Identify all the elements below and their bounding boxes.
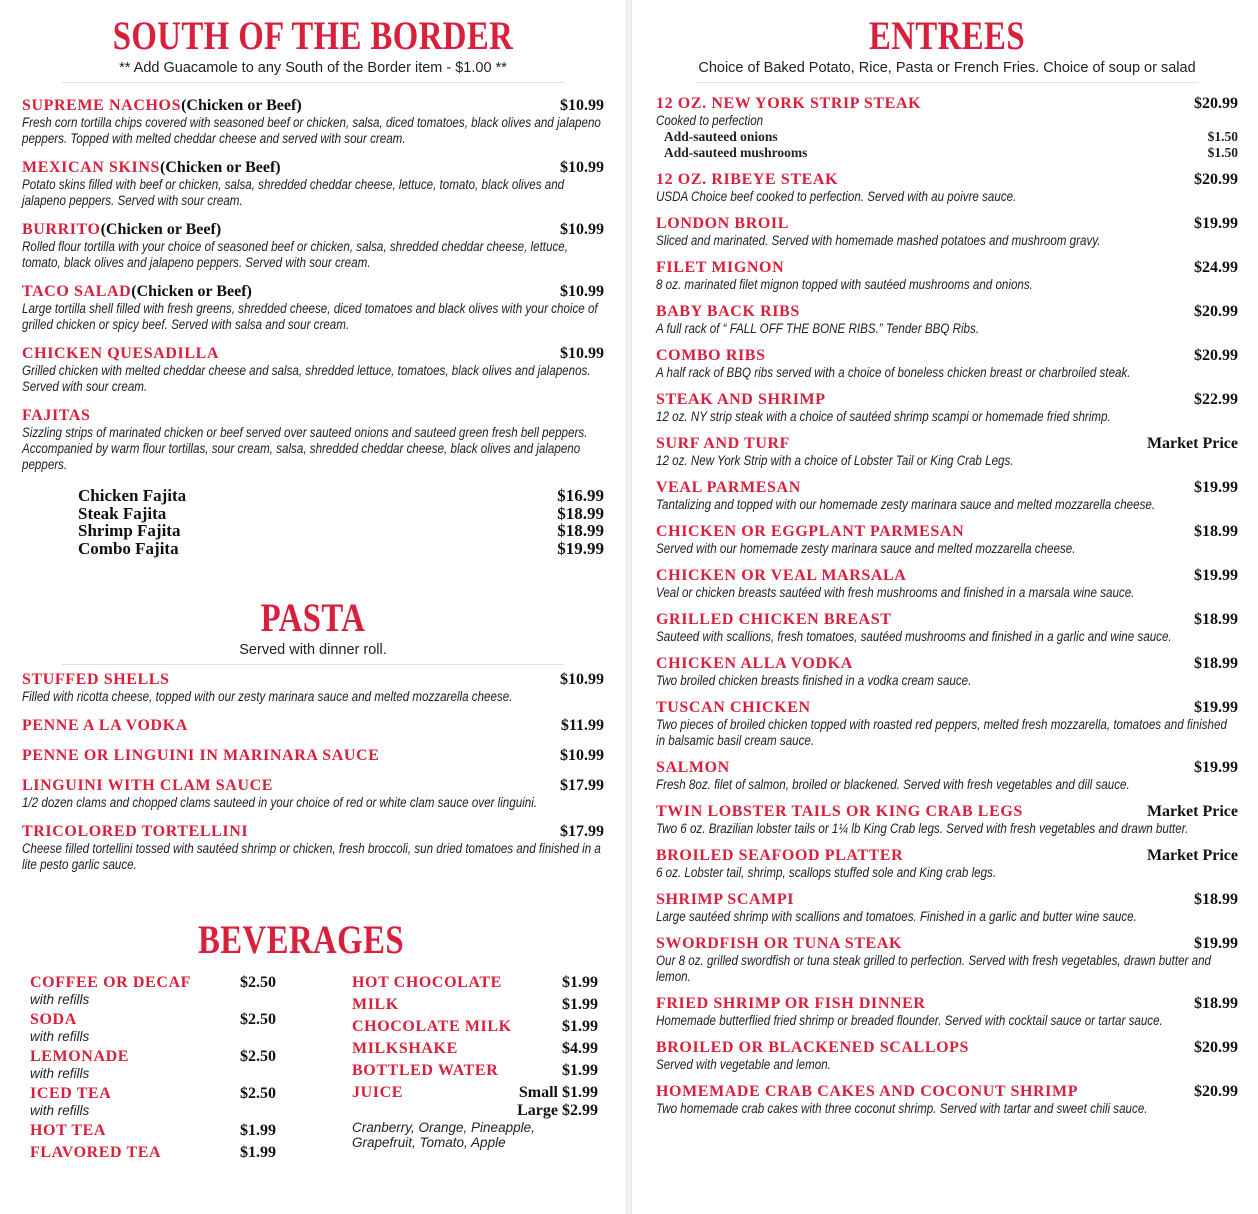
menu-item-qualifier: (Chicken or Beef): [160, 159, 281, 176]
menu-item-header: [656, 303, 1238, 321]
menu-item: [656, 215, 1238, 249]
menu-item-name: STEAK AND SHRIMP: [656, 391, 826, 408]
menu-item-header: [22, 407, 604, 425]
menu-item-title: [656, 759, 730, 777]
menu-item-name: TACO SALAD: [22, 283, 132, 300]
menu-item-addon: [656, 145, 1238, 161]
menu-item-header: [22, 159, 604, 177]
menu-item-description: Two broiled chicken breasts finished in a vodka cream sauce.: [656, 673, 972, 688]
menu-item-price: $18.99: [1194, 655, 1238, 672]
menu-item: [656, 611, 1238, 645]
entree-items: [656, 95, 1238, 1117]
menu-item-title: [656, 171, 838, 189]
menu-item-price: $18.99: [1194, 891, 1238, 908]
beverage-price: $1.99: [240, 1122, 276, 1139]
menu-item-name: BURRITO: [22, 221, 101, 238]
menu-item-name: MEXICAN SKINS: [22, 159, 161, 176]
menu-item-header: [656, 759, 1238, 777]
menu-item-price: $20.99: [1194, 171, 1238, 188]
menu-item-name: SUPREME NACHOS: [22, 97, 182, 114]
menu-item-price: $19.99: [1194, 215, 1238, 232]
menu-item: [22, 221, 604, 271]
menu-item-title: [656, 1039, 969, 1057]
menu-item-price: $19.99: [1194, 699, 1238, 716]
menu-item: [656, 391, 1238, 425]
beverage-price: $1.99: [562, 1062, 598, 1079]
menu-item-price: $10.99: [560, 221, 604, 238]
beverage-item: [352, 974, 598, 992]
menu-item: [656, 479, 1238, 513]
menu-item-name: STUFFED SHELLS: [22, 671, 170, 688]
menu-item-header: [22, 221, 604, 239]
menu-item-name: SHRIMP SCAMPI: [656, 891, 795, 908]
pasta-subtitle: Served with dinner roll.: [239, 642, 387, 658]
beverages-section: [22, 917, 604, 1214]
menu-item: [656, 1039, 1238, 1073]
pasta-section: [22, 595, 604, 885]
beverage-note: with refills: [30, 1103, 90, 1118]
beverage-name: MILK: [352, 996, 399, 1013]
menu-item-title: [22, 221, 221, 239]
fajita-option: [78, 540, 604, 558]
menu-item: [656, 347, 1238, 381]
addon-price: $1.50: [1207, 129, 1238, 144]
menu-item: [656, 435, 1238, 469]
beverage-name: FLAVORED TEA: [30, 1144, 162, 1161]
menu-item-title: [656, 347, 766, 365]
menu-item: [656, 523, 1238, 557]
beverage-name: JUICE: [352, 1084, 404, 1101]
menu-item-header: [656, 995, 1238, 1013]
menu-item-title: [656, 435, 790, 453]
beverage-price: $4.99: [562, 1040, 598, 1057]
beverage-item: [30, 1048, 276, 1066]
menu-item: [656, 1083, 1238, 1117]
menu-item-price: $18.99: [1194, 611, 1238, 628]
menu-item-name: SWORDFISH OR TUNA STEAK: [656, 935, 903, 952]
menu-item-title: [656, 699, 811, 717]
menu-item-description: USDA Choice beef cooked to perfection. Served with au poivre sauce.: [656, 189, 1017, 204]
menu-item: [22, 747, 604, 765]
fajita-option: [78, 487, 604, 505]
fajita-option: [78, 505, 604, 523]
menu-item-title: [656, 611, 891, 629]
menu-item-header: [656, 95, 1238, 113]
menu-item-description: Cheese filled tortellini tossed with sautéed shrimp or chicken, fresh broccoli, sun dried tomatoes and finished in a lite pesto garlic sauce.: [22, 841, 601, 872]
beverage-price-large: Large $2.99: [517, 1102, 598, 1119]
menu-item-name: FRIED SHRIMP OR FISH DINNER: [656, 995, 926, 1012]
menu-item-price: $20.99: [1194, 1039, 1238, 1056]
menu-item-header: [656, 259, 1238, 277]
addon-price: $1.50: [1207, 145, 1238, 160]
menu-item: [22, 777, 604, 811]
menu-item-name: CHICKEN OR VEAL MARSALA: [656, 567, 907, 584]
menu-item-description: 8 oz. marinated filet mignon topped with sautéed mushrooms and onions.: [656, 277, 1033, 292]
beverage-note: with refills: [30, 992, 90, 1007]
beverage-note: with refills: [30, 1066, 90, 1081]
menu-item-name: BROILED OR BLACKENED SCALLOPS: [656, 1039, 970, 1056]
south-of-the-border-title: SOUTH OF THE BORDER: [112, 13, 514, 58]
entrees-title: ENTREES: [868, 13, 1026, 58]
fajita-option-name: Steak Fajita: [78, 503, 167, 523]
menu-item-header: [22, 747, 604, 765]
menu-item-name: VEAL PARMESAN: [656, 479, 801, 496]
menu-item-description: Filled with ricotta cheese, topped with our zesty marinara sauce and melted mozzarella cheese.: [22, 689, 513, 704]
beverage-name: SODA: [30, 1011, 77, 1028]
menu-item-price: $17.99: [560, 777, 604, 794]
menu-item-description: Two homemade crab cakes with three coconut shrimp. Served with tartar and sweet chili sauce.: [656, 1101, 1148, 1116]
beverage-item: [30, 1144, 276, 1162]
menu-item-name: BABY BACK RIBS: [656, 303, 800, 320]
menu-item-price: $10.99: [560, 97, 604, 114]
menu-item-qualifier: (Chicken or Beef): [181, 97, 302, 114]
menu-item: [22, 717, 604, 735]
beverage-price: $2.50: [240, 1011, 276, 1028]
menu-item-description: Large tortilla shell filled with fresh greens, shredded cheese, diced tomatoes and black olives with your choice of grilled chicken or spicy beef. Served with salsa and sour cream.: [22, 301, 598, 332]
menu-item-title: [656, 523, 964, 541]
addon-name: Add-sauteed mushrooms: [664, 145, 808, 160]
beverage-price: $2.50: [240, 974, 276, 991]
menu-item-title: [656, 479, 801, 497]
menu-item-name: SURF AND TURF: [656, 435, 791, 452]
menu-item: [656, 95, 1238, 161]
menu-item-title: [22, 671, 170, 689]
menu-item-price: $20.99: [1194, 95, 1238, 112]
menu-item-name: SALMON: [656, 759, 730, 776]
menu-item-name: PENNE A LA VODKA: [22, 717, 188, 734]
beverage-name: MILKSHAKE: [352, 1040, 458, 1057]
menu-item-header: [656, 523, 1238, 541]
beverage-price: $2.50: [240, 1048, 276, 1065]
beverage-price: $1.99: [562, 996, 598, 1013]
menu-item-title: [656, 935, 902, 953]
menu-item-title: [22, 717, 188, 735]
menu-item-description: Sauteed with scallions, fresh tomatoes, sautéed mushrooms and finished in a garlic and wine sauce.: [656, 629, 1172, 644]
menu-item-title: [656, 847, 903, 865]
menu-item-description: Large sautéed shrimp with scallions and tomatoes. Finished in a garlic and butter wine sauce.: [656, 909, 1137, 924]
menu-item-header: [22, 97, 604, 115]
menu-item: [656, 759, 1238, 793]
menu-item-description: Served with our homemade zesty marinara sauce and melted mozzarella cheese.: [656, 541, 1076, 556]
fajita-option-price: $18.99: [557, 503, 604, 523]
menu-item-title: [22, 159, 281, 177]
menu-item: [656, 803, 1238, 837]
menu-item-header: [656, 655, 1238, 673]
menu-item-price: $20.99: [1194, 1083, 1238, 1100]
beverage-name: BOTTLED WATER: [352, 1062, 499, 1079]
menu-item-description: Homemade butterflied fried shrimp or breaded flounder. Served with cocktail sauce or tartar sauce.: [656, 1013, 1163, 1028]
menu-item-header: [22, 717, 604, 735]
menu-item-header: [656, 699, 1238, 717]
beverage-item: [30, 1122, 276, 1140]
menu-item-header: [656, 1039, 1238, 1057]
menu-item-price: $18.99: [1194, 995, 1238, 1012]
menu-item-title: [656, 259, 784, 277]
menu-item-description: A full rack of “ FALL OFF THE BONE RIBS.” Tender BBQ Ribs.: [656, 321, 980, 336]
menu-item-title: [656, 1083, 1078, 1101]
beverage-item: [30, 1011, 276, 1029]
menu-item-header: [656, 803, 1238, 821]
beverage-price: $1.99: [562, 1018, 598, 1035]
fajita-options: [78, 487, 604, 557]
menu-item: [656, 171, 1238, 205]
menu-item: [656, 259, 1238, 293]
beverage-item: [352, 1018, 598, 1036]
beverage-price: $1.99: [562, 974, 598, 991]
menu-item-name: 12 OZ. RIBEYE STEAK: [656, 171, 839, 188]
menu-item-description: Potato skins filled with beef or chicken, salsa, shredded cheddar cheese, lettuce, tomato, black olives and jalapeno peppers. Served with sour cream.: [22, 177, 565, 208]
menu-item-header: [22, 283, 604, 301]
menu-item-title: [656, 803, 1023, 821]
menu-item-name: CHICKEN QUESADILLA: [22, 345, 220, 362]
menu-item-title: [656, 215, 789, 233]
menu-item-title: [22, 407, 91, 425]
menu-item-header: [656, 567, 1238, 585]
menu-item: [656, 995, 1238, 1029]
fajita-option-name: Combo Fajita: [78, 538, 179, 558]
beverages-right-column: [352, 974, 598, 1150]
menu-item-description: Our 8 oz. grilled swordfish or tuna steak grilled to perfection. Served with fresh vegetables, drawn butter and lemon.: [656, 953, 1211, 984]
menu-item-title: [22, 283, 252, 301]
beverage-price: $1.99: [240, 1144, 276, 1161]
menu-item-price: $17.99: [560, 823, 604, 840]
menu-item-header: [656, 215, 1238, 233]
menu-item-name: CHICKEN ALLA VODKA: [656, 655, 853, 672]
menu-item-header: [656, 435, 1238, 453]
beverage-name: COFFEE OR DECAF: [30, 974, 191, 991]
menu-item-price: $19.99: [1194, 935, 1238, 952]
menu-item-description: 12 oz. NY strip steak with a choice of sautéed shrimp scampi or homemade fried shrimp.: [656, 409, 1111, 424]
menu-item-header: [656, 891, 1238, 909]
menu-item-description: A half rack of BBQ ribs served with a choice of boneless chicken breast or charbroiled steak.: [656, 365, 1131, 380]
menu-item: [656, 891, 1238, 925]
menu-item-description: Veal or chicken breasts sautéed with fresh mushrooms and finished in a marsala wine sauce.: [656, 585, 1135, 600]
menu-item-price: $10.99: [560, 671, 604, 688]
menu-item-header: [656, 935, 1238, 953]
menu-item-header: [22, 345, 604, 363]
menu-item-price: $24.99: [1194, 259, 1238, 276]
menu-item-header: [656, 611, 1238, 629]
menu-item-title: [656, 655, 853, 673]
menu-item: [22, 345, 604, 395]
fajita-option-price: $19.99: [557, 538, 604, 558]
beverage-item: [352, 1040, 598, 1058]
menu-item-header: [656, 171, 1238, 189]
menu-item-price: $10.99: [560, 283, 604, 300]
menu-item-qualifier: (Chicken or Beef): [100, 221, 222, 238]
menu-item-title: [22, 97, 302, 115]
menu-item-price: $18.99: [1194, 523, 1238, 540]
menu-item-name: TRICOLORED TORTELLINI: [22, 823, 249, 840]
south-of-the-border-subtitle: ** Add Guacamole to any South of the Border item - $1.00 **: [119, 60, 507, 76]
menu-item-price: Market Price: [1146, 847, 1238, 864]
menu-item: [22, 159, 604, 209]
south-of-the-border-section: [22, 13, 604, 558]
beverage-price: $2.50: [240, 1085, 276, 1102]
menu-item-price: $19.99: [1194, 479, 1238, 496]
menu-item: [22, 671, 604, 705]
pasta-title: PASTA: [260, 595, 366, 640]
fajita-option: [78, 522, 604, 540]
menu-item: [656, 699, 1238, 749]
menu-item-title: [22, 823, 248, 841]
beverage-item: [352, 996, 598, 1014]
menu-item-price: $20.99: [1194, 303, 1238, 320]
menu-item-price: $19.99: [1194, 759, 1238, 776]
menu-item-header: [656, 479, 1238, 497]
menu-item-title: [656, 303, 800, 321]
fajita-option-name: Chicken Fajita: [78, 486, 187, 505]
menu-item-description: Tantalizing and topped with our homemade zesty marinara sauce and melted mozzarella cheese.: [656, 497, 1156, 512]
menu-item-name: GRILLED CHICKEN BREAST: [656, 611, 892, 628]
fajita-option-price: $18.99: [557, 521, 604, 540]
menu-item-title: [656, 95, 921, 113]
menu-item-description: 1/2 dozen clams and chopped clams sauteed in your choice of red or white clam sauce over linguini.: [22, 795, 538, 810]
menu-item: [22, 407, 604, 473]
beverage-name: ICED TEA: [30, 1085, 112, 1102]
menu-item-name: 12 OZ. NEW YORK STRIP STEAK: [656, 95, 922, 112]
menu-item-header: [22, 671, 604, 689]
menu-item-title: [656, 995, 926, 1013]
beverages-left-column: [30, 974, 276, 1162]
menu-item-addon: [656, 129, 1238, 145]
menu-item-name: FAJITAS: [22, 407, 91, 424]
beverage-name: HOT CHOCOLATE: [352, 974, 502, 991]
menu-item-name: HOMEMADE CRAB CAKES AND COCONUT SHRIMP: [656, 1083, 1079, 1100]
menu-item-title: [656, 891, 794, 909]
juice-flavors: Cranberry, Orange, Pineapple, Grapefruit, Tomato, Apple: [352, 1120, 535, 1150]
entrees-section: [656, 13, 1238, 1127]
menu-item-title: [656, 567, 906, 585]
menu-item-price: $10.99: [560, 159, 604, 176]
menu-item-qualifier: (Chicken or Beef): [131, 283, 252, 300]
menu-item-description: Rolled flour tortilla with your choice of seasoned beef or chicken, salsa, shredded cheddar cheese, lettuce, tomato, black olives and jalapeno peppers. Served with sour cream.: [22, 239, 568, 270]
menu-item-description: Fresh corn tortilla chips covered with seasoned beef or chicken, salsa, diced tomatoes, black olives and jalapeno peppers. Topped with melted cheddar cheese and served with sour cream.: [22, 115, 601, 146]
menu-item-header: [656, 847, 1238, 865]
beverage-item: [352, 1084, 598, 1102]
menu-item-title: [22, 747, 379, 765]
menu-item-price: $11.99: [560, 717, 604, 734]
menu-item-price: $19.99: [1194, 567, 1238, 584]
menu-item-price: $22.99: [1194, 391, 1238, 408]
menu-item-price: Market Price: [1146, 435, 1238, 452]
menu-item-header: [22, 777, 604, 795]
beverage-note: with refills: [30, 1029, 90, 1044]
menu-item-name: LINGUINI WITH CLAM SAUCE: [22, 777, 274, 794]
menu-item-name: TUSCAN CHICKEN: [656, 699, 811, 716]
menu-item-description: Cooked to perfection: [656, 113, 764, 128]
menu-item-description: Fresh 8oz. filet of salmon, broiled or blackened. Served with fresh vegetables and dill sauce.: [656, 777, 1130, 792]
beverage-price-small: Small $1.99: [518, 1084, 598, 1101]
beverage-name: HOT TEA: [30, 1122, 107, 1139]
menu-item-header: [656, 347, 1238, 365]
entrees-subtitle: Choice of Baked Potato, Rice, Pasta or French Fries. Choice of soup or salad: [698, 60, 1196, 76]
menu-item: [22, 97, 604, 147]
menu-item-price: $20.99: [1194, 347, 1238, 364]
menu-item-price: $10.99: [560, 747, 604, 764]
menu-item: [656, 655, 1238, 689]
menu-item-name: TWIN LOBSTER TAILS OR KING CRAB LEGS: [656, 803, 1023, 820]
menu-item: [656, 303, 1238, 337]
menu-item-description: Grilled chicken with melted cheddar cheese and salsa, shredded lettuce, tomatoes, black olives and jalapenos. Served with sour cream.: [22, 363, 591, 394]
menu-item-name: COMBO RIBS: [656, 347, 766, 364]
menu-item-name: PENNE OR LINGUINI IN MARINARA SAUCE: [22, 747, 380, 764]
beverage-item: [30, 974, 276, 992]
fajita-option-name: Shrimp Fajita: [78, 521, 181, 540]
menu-item-description: Sliced and marinated. Served with homemade mashed potatoes and mushroom gravy.: [656, 233, 1101, 248]
pasta-items: [22, 671, 604, 873]
menu-item-price: Market Price: [1146, 803, 1238, 820]
menu-item-description: Served with vegetable and lemon.: [656, 1057, 831, 1072]
menu-item-name: LONDON BROIL: [656, 215, 789, 232]
menu-item: [656, 847, 1238, 881]
menu-item-description: Two pieces of broiled chicken topped with roasted red peppers, melted fresh mozzarella, tomatoes and finished in balsamic basil cream sauce.: [656, 717, 1227, 748]
menu-item-name: BROILED SEAFOOD PLATTER: [656, 847, 904, 864]
menu-item-title: [656, 391, 826, 409]
south-of-the-border-items: [22, 97, 604, 473]
beverage-name: LEMONADE: [30, 1048, 130, 1065]
menu-item-description: 12 oz. New York Strip with a choice of Lobster Tail or King Crab Legs.: [656, 453, 1014, 468]
fajita-option-price: $16.99: [557, 486, 604, 505]
menu-item-title: [22, 777, 273, 795]
menu-item-name: CHICKEN OR EGGPLANT PARMESAN: [656, 523, 965, 540]
menu-item-header: [656, 391, 1238, 409]
menu-item: [656, 935, 1238, 985]
menu-item-name: FILET MIGNON: [656, 259, 785, 276]
beverage-name: CHOCOLATE MILK: [352, 1018, 512, 1035]
menu-item-price: $10.99: [560, 345, 604, 362]
menu-item-title: [22, 345, 219, 363]
menu-item: [22, 283, 604, 333]
addon-name: Add-sauteed onions: [664, 129, 778, 144]
menu-item-description: Two 6 oz. Brazilian lobster tails or 1¼ lb King Crab legs. Served with fresh vegetables and drawn butter.: [656, 821, 1189, 836]
menu-item-header: [22, 823, 604, 841]
menu-item-header: [656, 1083, 1238, 1101]
menu-item-description: Sizzling strips of marinated chicken or beef served over sauteed onions and sauteed green fresh bell peppers. Accompanied by warm flour tortillas, sour cream, salsa, shredded cheddar cheese, black olives and jalapeno peppers.: [22, 425, 588, 472]
menu-item: [22, 823, 604, 873]
menu-item: [656, 567, 1238, 601]
beverage-item: [352, 1062, 598, 1080]
beverages-title: BEVERAGES: [197, 917, 405, 962]
beverage-item: [30, 1085, 276, 1103]
menu-item-description: 6 oz. Lobster tail, shrimp, scallops stuffed sole and King crab legs.: [656, 865, 997, 880]
